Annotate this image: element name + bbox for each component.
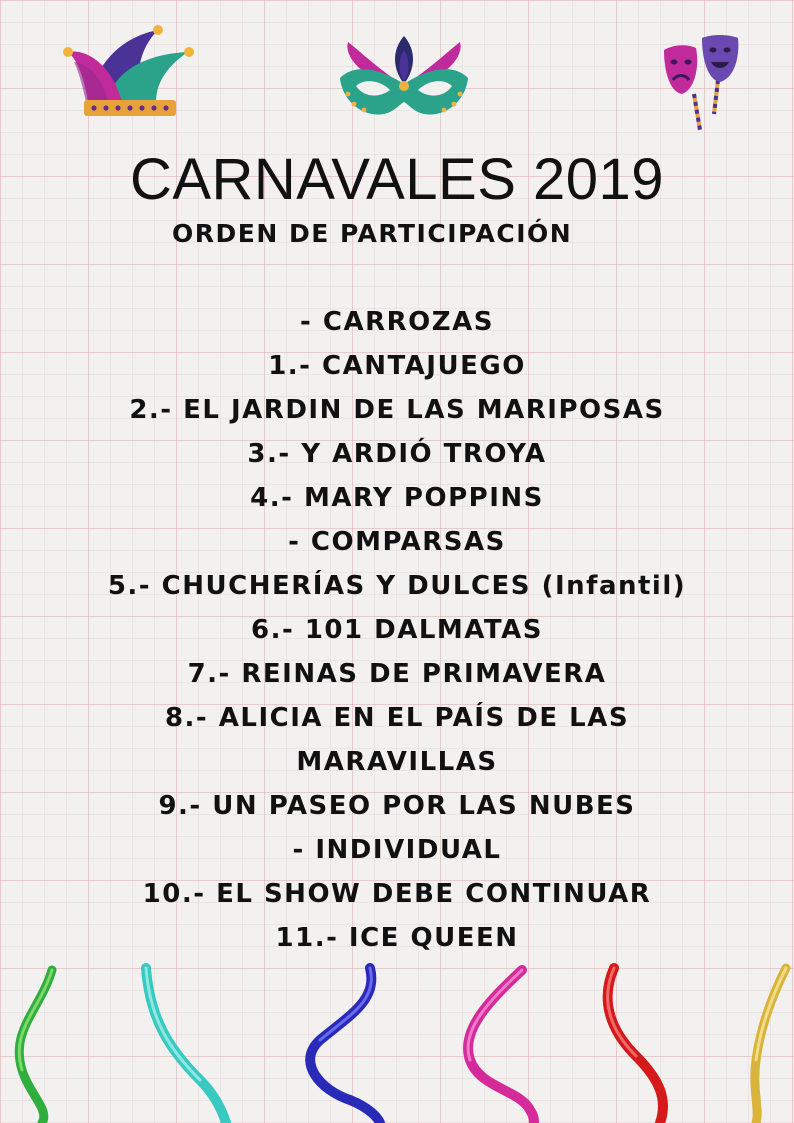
list-item: 8.- ALICIA EN EL PAÍS DE LAS [164,703,630,733]
list-item: 4.- MARY POPPINS [250,483,544,513]
list-item: MARAVILLAS [296,747,498,777]
list-item: 3.- Y ARDIÓ TROYA [247,439,547,469]
list-item: 9.- UN PASEO POR LAS NUBES [158,791,636,821]
streamers-decoration [0,960,794,1123]
theater-masks-icon [660,32,744,132]
page-subtitle: ORDEN DE PARTICIPACIÓN [172,219,573,248]
participation-order-list [0,300,794,960]
list-item: 5.- CHUCHERÍAS Y DULCES (Infantil) [107,571,687,601]
list-item: - COMPARSAS [288,527,506,557]
jester-hat-icon [60,18,200,122]
list-item: - INDIVIDUAL [292,835,502,865]
page-title: CARNAVALES 2019 [129,147,665,212]
list-item: 11.- ICE QUEEN [275,923,519,953]
list-item: 10.- EL SHOW DEBE CONTINUAR [142,879,652,909]
list-item: 6.- 101 DALMATAS [251,615,543,645]
list-item: 2.- EL JARDIN DE LAS MARIPOSAS [129,395,665,425]
list-item: - CARROZAS [300,307,494,337]
carnival-mask-icon [336,28,472,128]
list-item: 1.- CANTAJUEGO [268,351,526,381]
list-item: 7.- REINAS DE PRIMAVERA [187,659,607,689]
